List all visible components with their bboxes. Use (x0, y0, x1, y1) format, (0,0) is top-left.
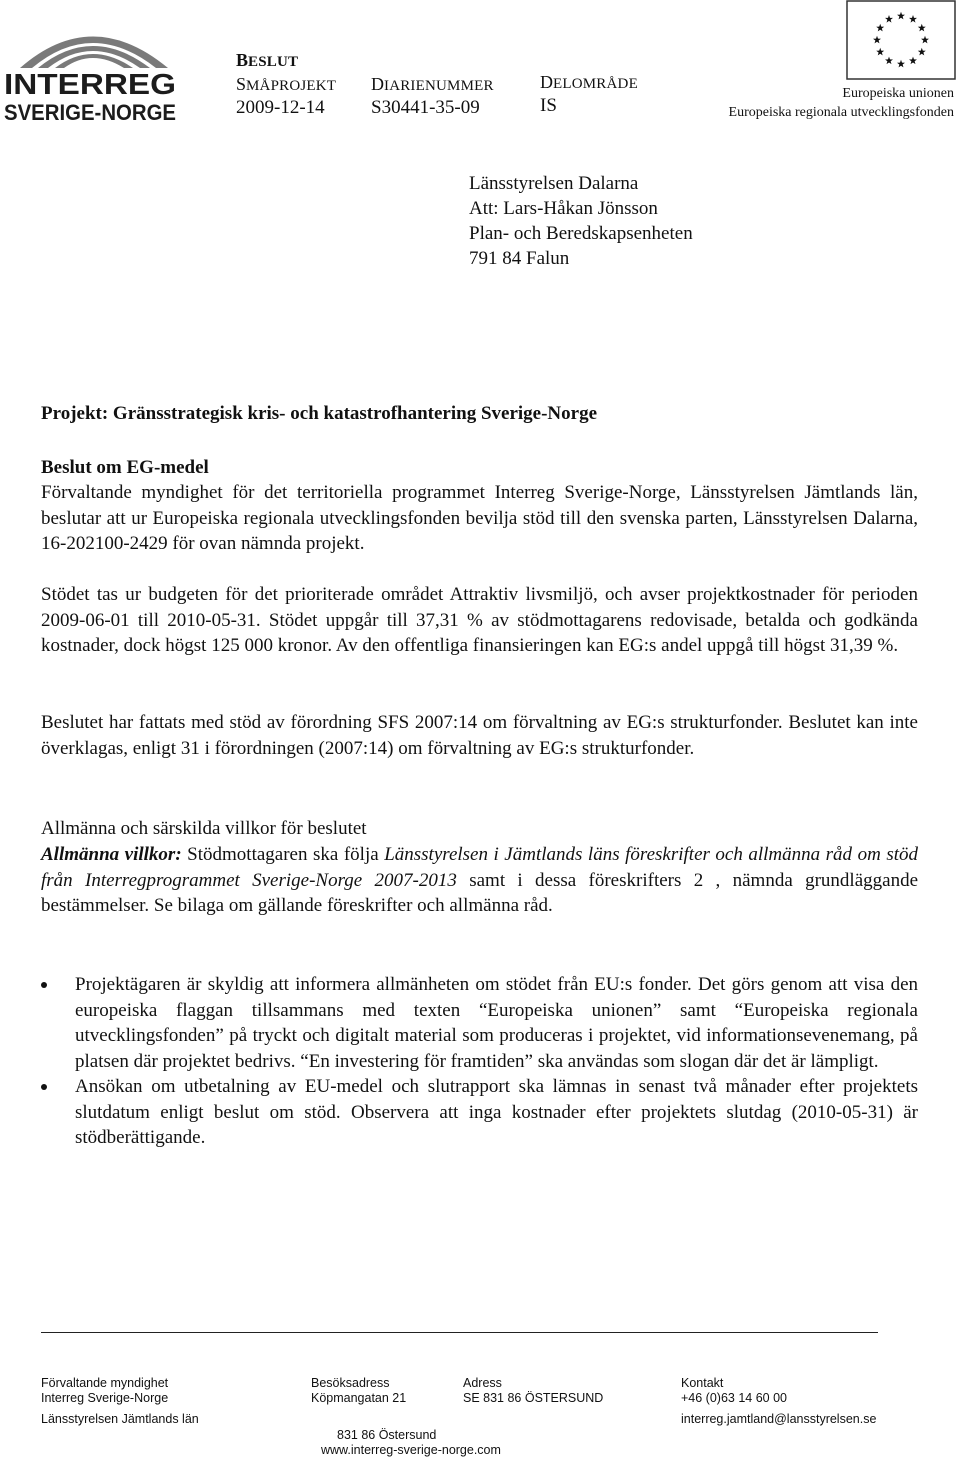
footer-phone: +46 (0)63 14 60 00 (681, 1391, 787, 1405)
eu-fund-text: Europeiska regionala utvecklingsfonden (728, 105, 954, 120)
legal-paragraph: Beslutet har fattats med stöd av förordning SFS 2007:14 om förvaltning av EG:s strukturfonder. Beslutet kan inte överklagas, enligt 31 i förordningen (2007:14) om förvaltning av EG:s strukturfonder. (41, 712, 918, 759)
subarea-label: DELOMRÅDE (540, 72, 638, 92)
footer-authority-county: Länsstyrelsen Jämtlands län (41, 1412, 199, 1426)
conditions-heading: Allmänna och särskilda villkor för beslutet (41, 818, 367, 839)
project-type-label: SMÅPROJEKT (236, 74, 337, 94)
recipient-postal: 791 84 Falun (469, 248, 570, 269)
general-conditions-label: Allmänna villkor: (41, 844, 182, 865)
recipient-org: Länsstyrelsen Dalarna (469, 173, 639, 194)
decision-date: 2009-12-14 (236, 97, 325, 118)
footer-contact-label: Kontakt (681, 1376, 724, 1390)
diary-number: S30441-35-09 (371, 97, 480, 118)
recipient-unit: Plan- och Beredskapsenheten (469, 223, 693, 244)
footer-visit-address: Köpmangatan 21 (311, 1391, 407, 1405)
footer-city: 831 86 Östersund (337, 1428, 437, 1442)
footer-authority-name: Interreg Sverige-Norge (41, 1391, 169, 1405)
interreg-arch-logo-icon (0, 10, 182, 125)
decision-paragraph: Förvaltande myndighet för det territoriella programmet Interreg Sverige-Norge, Länsstyrelsen Jämtlands län, beslutar att ur Europeiska regionala utvecklingsfonden bevilja stöd till den svenska parten, Länsstyrelsen Dalarna, 16-202100-2429 för ovan nämnda projekt. (41, 482, 918, 554)
footer-website[interactable]: www.interreg-sverige-norge.com (321, 1443, 501, 1457)
project-title: Projekt: Gränsstrategisk kris- och katastrofhantering Sverige-Norge (41, 403, 598, 424)
regulation-title: Länsstyrelsen i Jämtlands läns föreskrifter och allmänna råd om stöd från Interregprogrammet Sverige-Norge 2007-2013 (41, 844, 918, 891)
footer-authority-label: Förvaltande myndighet (41, 1376, 169, 1390)
decision-label: BESLUT (236, 50, 299, 70)
footer-email[interactable]: interreg.jamtland@lansstyrelsen.se (681, 1412, 877, 1426)
eu-union-text: Europeiska unionen (842, 86, 954, 101)
footer-address-label: Adress (463, 1376, 502, 1390)
svg-text:INTERREG: INTERREG (4, 69, 176, 101)
footer-postal-address: SE 831 86 ÖSTERSUND (463, 1391, 604, 1405)
general-conditions-paragraph: Allmänna villkor: Stödmottagaren ska följa Länsstyrelsen i Jämtlands läns föreskrifter och allmänna råd om stöd från Interregprogrammet Sverige-Norge 2007-2013 samt i dessa föreskrifters 2 , nämnda grundläggande bestämmelser. Se bilaga om gällande föreskrifter och allmänna råd. (41, 844, 919, 916)
diary-number-label: DIARIENUMMER (371, 74, 494, 94)
recipient-attention: Att: Lars-Håkan Jönsson (469, 198, 658, 219)
interreg-logo (0, 10, 182, 125)
footer-divider (41, 1332, 878, 1333)
decision-heading: Beslut om EG-medel (41, 457, 209, 478)
list-item: Ansökan om utbetalning av EU-medel och slutrapport ska lämnas in senast två månader efter projektets slutdatum enligt beslut om stöd. Observera att inga kostnader efter projektets slutdag (2010-05-31) är stödberättigande. (41, 1074, 918, 1151)
subarea-value: IS (540, 95, 557, 116)
list-item: Projektägaren är skyldig att informera allmänheten om stödet från EU:s fonder. Det görs genom att visa den europeiska flaggan tillsammans med texten “Europeiska unionen” samt “Europeiska regionala utvecklingsfonden” på tryckt och digitalt material som produceras i projektet, vid informationsevenemang, på platsen där projektet bedrivs. “En investering för framtiden” ska användas som slogan där det är lämpligt. (41, 972, 918, 1074)
svg-text:SVERIGE-NORGE: SVERIGE-NORGE (4, 100, 176, 125)
support-paragraph: Stödet tas ur budgeten för det prioriterade området Attraktiv livsmiljö, och avser projektkostnader för perioden 2009-06-01 till 2010-05-31. Stödet uppgår till 37,31 % av stödmottagarens redovisade, betalda och godkända kostnader, dock högst 125 000 kronor. Av den offentliga finansieringen kan EG:s andel uppgå till högst 31,39 %. (41, 584, 918, 656)
conditions-list (41, 972, 918, 1151)
footer-visit-label: Besöksadress (311, 1376, 390, 1390)
eu-flag-icon (846, 0, 956, 80)
